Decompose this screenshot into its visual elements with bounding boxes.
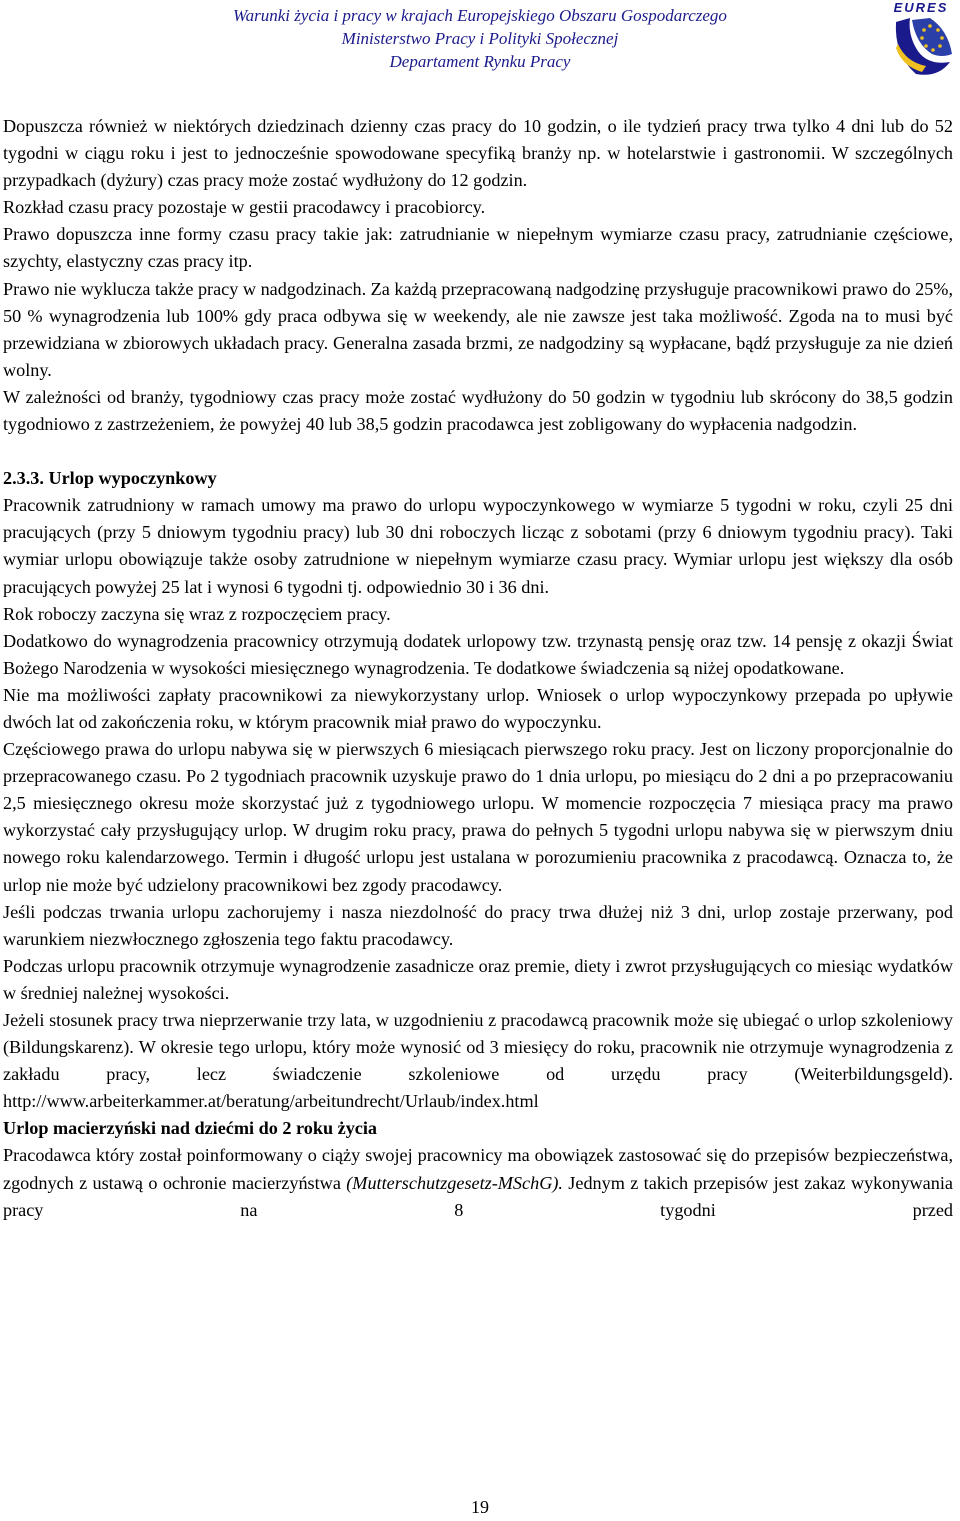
header-ministry: Ministerstwo Pracy i Polityki Społecznej xyxy=(341,29,619,48)
document-body xyxy=(3,113,953,1224)
page-header xyxy=(0,0,960,80)
paragraph: Rok roboczy zaczyna się wraz z rozpoczęciem pracy. xyxy=(3,603,391,624)
law-name: (Mutterschutzgesetz-MSchG). xyxy=(346,1172,563,1193)
page-number: 19 xyxy=(471,1497,489,1517)
paragraph: Dodatkowo do wynagrodzenia pracownicy otrzymują dodatek urlopowy tzw. trzynastą pensję oraz tzw. 14 pensję z okazji Świat Bożego Narodzenia w wysokości miesięcznego wynagrodzenia. Te dodatkowe świadczenia są niżej opodatkowane. xyxy=(3,630,953,678)
paragraph: Jeżeli stosunek pracy trwa nieprzerwanie trzy lata, w uzgodnieniu z pracodawcą pracownik może się ubiegać o urlop szkoleniowy (Bildungskarenz). W okresie tego urlopu, który może wynosić od 3 miesięcy do roku, pracownik nie otrzymuje wynagrodzenia z zakładu pracy, lecz świadczenie szkoleniowe od urzędu pracy (Weiterbildungsgeld). xyxy=(3,1010,953,1085)
eures-logo xyxy=(886,0,956,80)
section-heading: Urlop macierzyński nad dziećmi do 2 roku życia xyxy=(3,1118,378,1139)
paragraph-text: Pracodawca który został poinformowany o ciąży swojej pracownicy ma obowiązek zastosować się do przepisów bezpieczeństwa, zgodnych z ustawą o ochronie macierzyństwa xyxy=(3,1145,953,1193)
source-url: http://www.arbeiterkammer.at/beratung/arbeitundrecht/Urlaub/index.html xyxy=(3,1091,539,1112)
header-department: Departament Rynku Pracy xyxy=(389,52,571,71)
paragraph: Dopuszcza również w niektórych dziedzinach dzienny czas pracy do 10 godzin, o ile tydzień pracy trwa tylko 4 dni lub do 52 tygodni w ciągu roku i jest to jednocześnie spowodowane specyfiką branży np. w hotelarstwie i gastronomii. W szczególnych przypadkach (dyżury) czas pracy może zostać wydłużony do 12 godzin. xyxy=(3,116,953,191)
paragraph: Pracownik zatrudniony w ramach umowy ma prawo do urlopu wypoczynkowego w wymiarze 5 tygodni w roku, czyli 25 dni pracujących (przy 5 dniowym tygodniu pracy) lub 30 dni roboczych licząc z sobotami (przy 6 dniowym tygodniu pracy). Taki wymiar urlopu obowiązuje także osoby zatrudnione w niepełnym wymiarze czasu pracy. Wymiar urlopu jest większy dla osób pracujących powyżej 25 lat i wynosi 6 tygodni tj. odpowiednio 30 i 36 dni. xyxy=(3,495,953,597)
paragraph: Podczas urlopu pracownik otrzymuje wynagrodzenie zasadnicze oraz premie, diety i zwrot przysługujących co miesiąc wydatków w średniej należnej wysokości. xyxy=(3,955,953,1003)
paragraph-text: Jednym z takich przepisów jest zakaz wykonywania pracy na 8 tygodni przed xyxy=(3,1172,953,1220)
paragraph: Częściowego prawa do urlopu nabywa się w pierwszych 6 miesiącach pierwszego roku pracy. Jest on liczony proporcjonalnie do przepracowanego czasu. Po 2 tygodniach pracownik uzyskuje prawo do 1 dnia urlopu, po miesiącu do 2 dni a po przepracowaniu 2,5 miesięcznego okresu może skorzystać już z tygodniowego urlopu. W momencie rozpoczęcia 7 miesiąca pracy ma prawo wykorzystać cały przysługujący urlop. W drugim roku pracy, prawa do pełnych 5 tygodni urlopu nabywa się w pierwszym dniu nowego roku kalendarzowego. Termin i długość urlopu jest ustalana w porozumieniu pracownika z pracodawcą. Oznacza to, że urlop nie może być udzielony pracownikowi bez zgody pracodawcy. xyxy=(3,739,953,895)
paragraph: Prawo nie wyklucza także pracy w nadgodzinach. Za każdą przepracowaną nadgodzinę przysługuje pracownikowi prawo do 25%, 50 % wynagrodzenia lub 100% gdy praca odbywa się w weekendy, ale nie zawsze jest taka możliwość. Zgoda na to musi być przewidziana w zbiorowych układach pracy. Generalna zasada brzmi, ze nadgodziny są wypłacane, bądź przysługuje za nie dzień wolny. xyxy=(3,278,953,380)
paragraph: Nie ma możliwości zapłaty pracownikowi za niewykorzystany urlop. Wniosek o urlop wypoczynkowy przepada po upływie dwóch lat od zakończenia roku, w którym pracownik miał prawo do wypoczynku. xyxy=(3,684,953,732)
paragraph: Prawo dopuszcza inne formy czasu pracy takie jak: zatrudnianie w niepełnym wymiarze czasu pracy, zatrudnianie częściowe, szychty, elastyczny czas pracy itp. xyxy=(3,224,953,272)
paragraph xyxy=(3,1142,953,1223)
header-text-block xyxy=(180,4,780,73)
paragraph: Rozkład czasu pracy pozostaje w gestii pracodawcy i pracobiorcy. xyxy=(3,197,486,218)
eures-logo-text: EURES xyxy=(893,0,949,15)
paragraph: Jeśli podczas trwania urlopu zachorujemy i nasza niezdolność do pracy trwa dłużej niż 3 dni, urlop zostaje przerwany, pod warunkiem niezwłocznego zgłoszenia tego faktu pracodawcy. xyxy=(3,901,953,949)
section-heading: 2.3.3. Urlop wypoczynkowy xyxy=(3,468,217,489)
paragraph: W zależności od branży, tygodniowy czas pracy może zostać wydłużony do 50 godzin w tygodniu lub skrócony do 38,5 godzin tygodniowo z zastrzeżeniem, że powyżej 40 lub 38,5 godzin pracodawca jest zobligowany do wypłacenia nadgodzin. xyxy=(3,386,953,435)
eures-emblem-icon xyxy=(886,0,956,80)
header-title: Warunki życia i pracy w krajach Europejskiego Obszaru Gospodarczego xyxy=(233,6,727,25)
